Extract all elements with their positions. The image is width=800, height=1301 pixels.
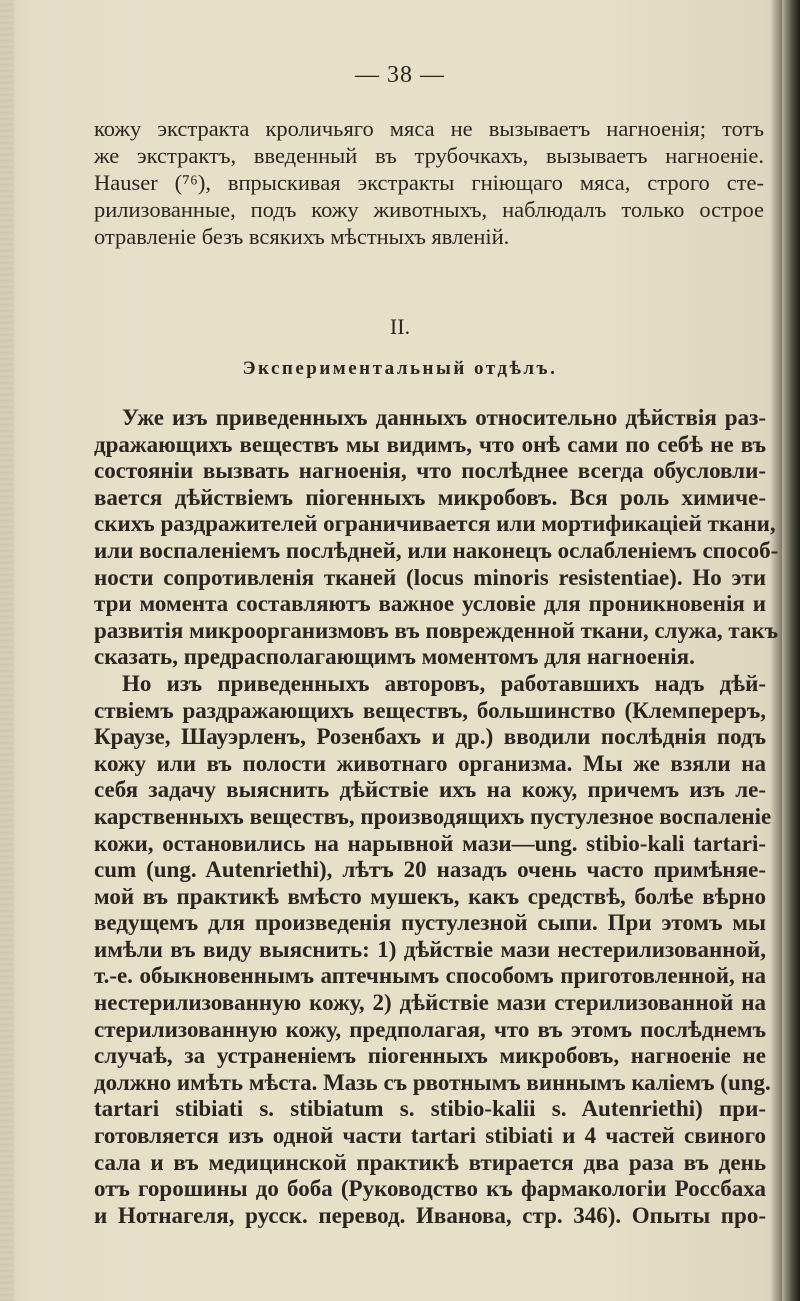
text-line: отравленіе безъ всякихъ мѣстныхъ явленій. <box>94 224 510 249</box>
text-line: должно имѣть мѣста. Мазь съ рвотнымъ виннымъ каліемъ (ung. <box>94 1069 771 1095</box>
text-line: рилизованные, подъ кожу животныхъ, наблюдалъ только острое <box>94 197 764 222</box>
text-line: себя задачу выяснить дѣйствіе ихъ на кожу, причемъ изъ ле- <box>94 777 766 803</box>
text-line: кожи, остановились на нарывной мази—ung. stibio-kali tartari- <box>94 830 766 856</box>
text-line: стерилизованную кожу, предполагая, что въ этомъ послѣднемъ <box>94 1016 766 1042</box>
section-title: Экспериментальный отдѣлъ. <box>242 358 558 379</box>
text-line: отъ горошины до боба (Руководство къ фармакологіи Россбаха <box>94 1176 766 1202</box>
text-line: сказать, предрасполагающимъ моментомъ для нагноенія. <box>94 644 695 670</box>
paragraph-2 <box>94 670 772 1229</box>
page-right-edge <box>782 0 800 1301</box>
text-line: развитія микроорганизмовъ въ поврежденной ткани, служа, такъ <box>94 617 779 643</box>
text-line: состояніи вызвать нагноенія, что послѣднее всегда обусловли- <box>94 458 766 484</box>
text-line: случаѣ, за устраненіемъ піогенныхъ микробовъ, нагноеніе не <box>94 1043 766 1069</box>
text-line: Hauser (⁷⁶), впрыскивая экстракты гніющаго мяса, строго сте- <box>94 170 764 195</box>
text-line: скихъ раздражителей ограничивается или мортификаціей ткани, <box>94 511 776 537</box>
text-line: же экстрактъ, введенный въ трубочкахъ, вызываетъ нагноеніе. <box>94 143 764 168</box>
text-line: ведущемъ для произведенія пустулезной сыпи. При этомъ мы <box>94 910 766 936</box>
page-number: — 38 — <box>355 62 445 88</box>
text-line: ности сопротивленія тканей (locus minoris resistentiae). Но эти <box>94 564 766 590</box>
section-body <box>94 405 779 1229</box>
text-line: имѣли въ виду выяснить: 1) дѣйствіе мази нестерилизованной, <box>94 936 766 962</box>
page-left-edge <box>0 0 14 1301</box>
text-line: дражающихъ веществъ мы видимъ, что онѣ сами по себѣ не въ <box>94 431 766 457</box>
text-line: нестерилизованную кожу, 2) дѣйствіе мази стерилизованной на <box>94 990 766 1016</box>
text-line: сала и въ медицинской практикѣ втирается два раза въ день <box>94 1149 766 1175</box>
text-line: вается дѣйствіемъ піогенныхъ микробовъ. Вся роль химиче- <box>94 484 766 510</box>
text-line: и Нотнагеля, русск. перевод. Иванова, стр. 346). Опыты про- <box>94 1202 766 1228</box>
text-line: Но изъ приведенныхъ авторовъ, работавшихъ надъ дѣй- <box>122 670 766 696</box>
text-line: готовляется изъ одной части tartari stibiati и 4 частей свиного <box>94 1123 766 1149</box>
text-line: т.-е. обыкновеннымъ аптечнымъ способомъ приготовленной, на <box>94 963 766 989</box>
paragraph-1 <box>94 405 779 671</box>
text-line: tartari stibiati s. stibiatum s. stibio-kalii s. Autenriethi) при- <box>94 1096 766 1122</box>
text-line: Уже изъ приведенныхъ данныхъ относительно дѣйствія раз- <box>122 405 766 430</box>
text-line: кожу экстракта кроличьяго мяса не вызываетъ нагноенія; тотъ <box>94 116 764 141</box>
text-line: карственныхъ веществъ, производящихъ пустулезное воспаленіе <box>94 803 772 829</box>
intro-paragraph <box>94 115 764 250</box>
text-line: три момента составляютъ важное условіе для проникновенія и <box>94 591 766 617</box>
text-line: кожу или въ полости животнаго организма. Мы же взяли на <box>94 750 766 776</box>
text-line: cum (ung. Autenriethi), лѣтъ 20 назадъ очень часто примѣняе- <box>94 857 766 883</box>
text-line: ствіемъ раздражающихъ веществъ, большинство (Клемпереръ, <box>94 697 766 723</box>
text-line: Краузе, Шауэрленъ, Розенбахъ и др.) вводили послѣднія подъ <box>94 724 766 750</box>
text-line: мой въ практикѣ вмѣсто мушекъ, какъ средствѣ, болѣе вѣрно <box>94 883 766 909</box>
text-line: или воспаленіемъ послѣдней, или наконецъ ослабленіемъ способ- <box>94 537 779 563</box>
section-numeral: II. <box>389 314 411 339</box>
